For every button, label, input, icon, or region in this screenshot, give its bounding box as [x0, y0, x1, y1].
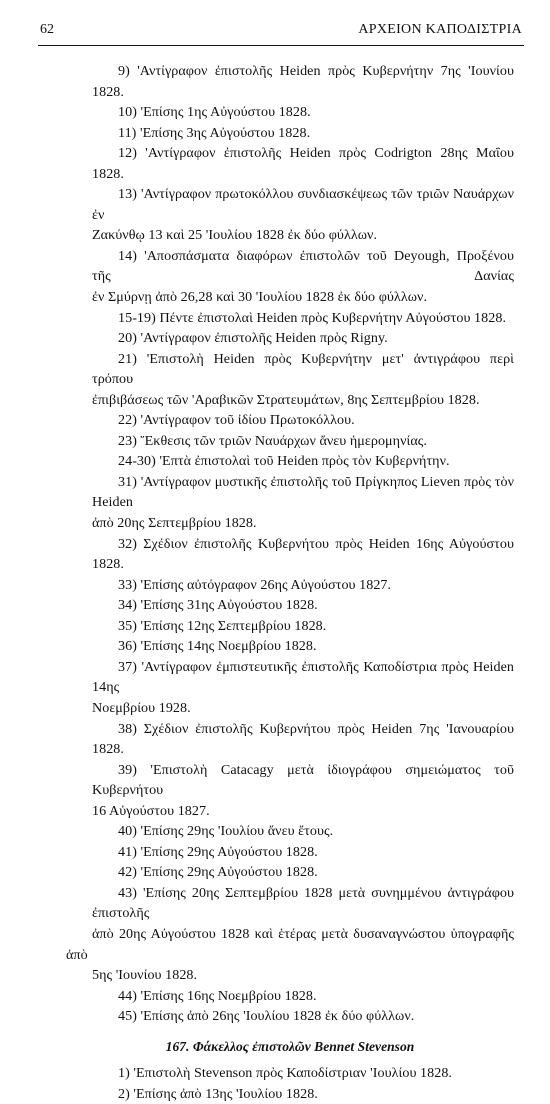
entry-line: 44) 'Επίσης 16ης Νοεμβρίου 1828. — [118, 987, 317, 1004]
entry-continuation-line: ἀπὸ 20ης Αὐγούστου 1828 καὶ ἑτέρας μετὰ δυσαναγνώστου ὑπογραφῆς ἀπὸ — [66, 925, 514, 963]
entry-continuation-line: Ζακύνθῳ 13 καὶ 25 'Ιουλίου 1828 ἐκ δύο φύλλων. — [92, 227, 378, 244]
list-item — [66, 1006, 514, 1027]
entry-line: 12) 'Αντίγραφον ἐπιστολῆς Heiden πρὸς Codrigton 28ης Μαΐου 1828. — [92, 145, 514, 182]
entry-line: 31) 'Αντίγραφον μυστικῆς ἐπιστολῆς τοῦ Πρίγκηπος Lieven πρὸς τὸν Heiden — [92, 473, 514, 511]
entry-line: 13) 'Αντίγραφον πρωτοκόλλου συνδιασκέψεως τῶν τριῶν Ναυάρχων ἐν — [92, 186, 514, 223]
page-header — [40, 22, 522, 44]
list-item — [66, 862, 514, 883]
list-item — [66, 616, 514, 637]
entry-line: 22) 'Αντίγραφον τοῦ ἰδίου Πρωτοκόλλου. — [118, 412, 355, 429]
list-item — [66, 842, 514, 863]
entry-continuation-line: 5ης 'Ιουνίου 1828. — [92, 967, 198, 984]
list-item — [66, 1063, 514, 1084]
list-item — [66, 102, 514, 123]
list-item — [66, 883, 514, 986]
entry-line: 43) 'Επίσης 20ης Σεπτεμβρίου 1828 μετὰ συνημμένου ἀντιγράφου ἐπιστολῆς — [92, 884, 514, 922]
list-item — [66, 143, 514, 184]
entry-line: 34) 'Επίσης 31ης Αὐγούστου 1828. — [118, 597, 318, 614]
list-item — [66, 246, 514, 308]
list-item — [66, 328, 514, 349]
list-item — [66, 986, 514, 1007]
entry-line: 15-19) Πέντε ἐπιστολαὶ Heiden πρὸς Κυβερνήτην Αὐγούστου 1828. — [118, 309, 507, 326]
list-item — [66, 575, 514, 596]
list-item — [66, 719, 514, 760]
list-item — [66, 184, 514, 246]
list-item — [66, 636, 514, 657]
list-item — [66, 534, 514, 575]
entry-line: 9) 'Αντίγραφον ἐπιστολῆς Heiden πρὸς Κυβερνήτην 7ης 'Ιουνίου 1828. — [92, 63, 514, 100]
entry-line: 32) Σχέδιον ἐπιστολῆς Κυβερνήτου πρὸς Heiden 16ης Αὐγούστου 1828. — [92, 535, 514, 573]
entry-line: 20) 'Αντίγραφον ἐπιστολῆς Heiden πρὸς Rigny. — [118, 330, 388, 347]
entry-line: 14) 'Αποσπάσματα διαφόρων ἐπιστολῶν τοῦ Deyough, Προξένου τῆς Δανίας — [92, 247, 514, 285]
list-item — [66, 657, 514, 719]
list-item — [66, 595, 514, 616]
entry-line: 38) Σχέδιον ἐπιστολῆς Κυβερνήτου πρὸς Heiden 7ης 'Ιανουαρίου 1828. — [92, 720, 514, 758]
entry-continuation-line: ἀπὸ 20ης Σεπτεμβρίου 1828. — [92, 515, 257, 532]
list-item — [66, 61, 514, 102]
page-number: 62 — [40, 22, 54, 37]
entry-line: 24-30) 'Επτὰ ἐπιστολαὶ τοῦ Heiden πρὸς τὸν Κυβερνήτην. — [118, 453, 450, 470]
entry-line: 45) 'Επίσης ἀπὸ 26ης 'Ιουλίου 1828 ἐκ δύο φύλλων. — [118, 1008, 415, 1025]
list-item — [66, 760, 514, 822]
entry-line: 11) 'Επίσης 3ης Αὐγούστου 1828. — [118, 124, 311, 141]
list-item — [66, 472, 514, 534]
header-rule — [38, 45, 524, 46]
entry-line: 37) 'Αντίγραφον ἐμπιστευτικῆς ἐπιστολῆς Καποδίστρια πρὸς Heiden 14ης — [92, 658, 514, 696]
list-item — [66, 349, 514, 411]
entry-line: 23) Ἔκθεσις τῶν τριῶν Ναυάρχων ἄνευ ἡμερομηνίας. — [118, 432, 427, 449]
entry-line: 2) 'Επίσης ἀπὸ 13ης 'Ιουλίου 1828. — [118, 1085, 318, 1102]
entry-continuation-line: Νοεμβρίου 1928. — [92, 699, 191, 716]
section-heading: 167. Φάκελλος ἐπιστολῶν Bennet Stevenson — [165, 1038, 415, 1054]
list-item — [66, 308, 514, 329]
entry-list — [66, 61, 514, 1104]
entry-continuation-line: ἐν Σμύρνῃ ἀπὸ 26,28 καὶ 30 'Ιουλίου 1828 ἐκ δύο φύλλων. — [92, 289, 428, 306]
entry-continuation-line: ἐπιβιβάσεως τῶν 'Αραβικῶν Στρατευμάτων, 8ης Σεπτεμβρίου 1828. — [92, 391, 480, 408]
entry-line: 21) 'Επιστολὴ Heiden πρὸς Κυβερνήτην μετ' ἀντιγράφου περὶ τρόπου — [92, 350, 514, 388]
running-title: ΑΡΧΕΙΟΝ ΚΑΠΟΔΙΣΤΡΙΑ — [358, 22, 522, 37]
list-item — [66, 410, 514, 431]
entry-line: 42) 'Επίσης 29ης Αὐγούστου 1828. — [118, 864, 318, 881]
list-item — [66, 451, 514, 472]
entry-line: 39) 'Επιστολὴ Catacagy μετὰ ἰδιογράφου σημειώματος τοῦ Κυβερνήτου — [92, 761, 514, 799]
list-item — [66, 431, 514, 452]
list-item — [66, 821, 514, 842]
entry-line: 35) 'Επίσης 12ης Σεπτεμβρίου 1828. — [118, 617, 327, 634]
entry-line: 41) 'Επίσης 29ης Αὐγούστου 1828. — [118, 843, 318, 860]
entry-line: 10) 'Επίσης 1ης Αὐγούστου 1828. — [118, 104, 311, 121]
entry-line: 1) 'Επιστολὴ Stevenson πρὸς Καποδίστριαν 'Ιουλίου 1828. — [118, 1065, 453, 1082]
entry-continuation-line: 16 Αὐγούστου 1827. — [92, 802, 210, 819]
list-item — [66, 1084, 514, 1104]
entry-line: 33) 'Επίσης αὐτόγραφον 26ης Αὐγούστου 1827. — [118, 576, 392, 593]
entry-line: 36) 'Επίσης 14ης Νοεμβρίου 1828. — [118, 638, 317, 655]
entry-line: 40) 'Επίσης 29ης 'Ιουλίου ἄνευ ἔτους. — [118, 823, 334, 840]
list-item — [66, 123, 514, 144]
